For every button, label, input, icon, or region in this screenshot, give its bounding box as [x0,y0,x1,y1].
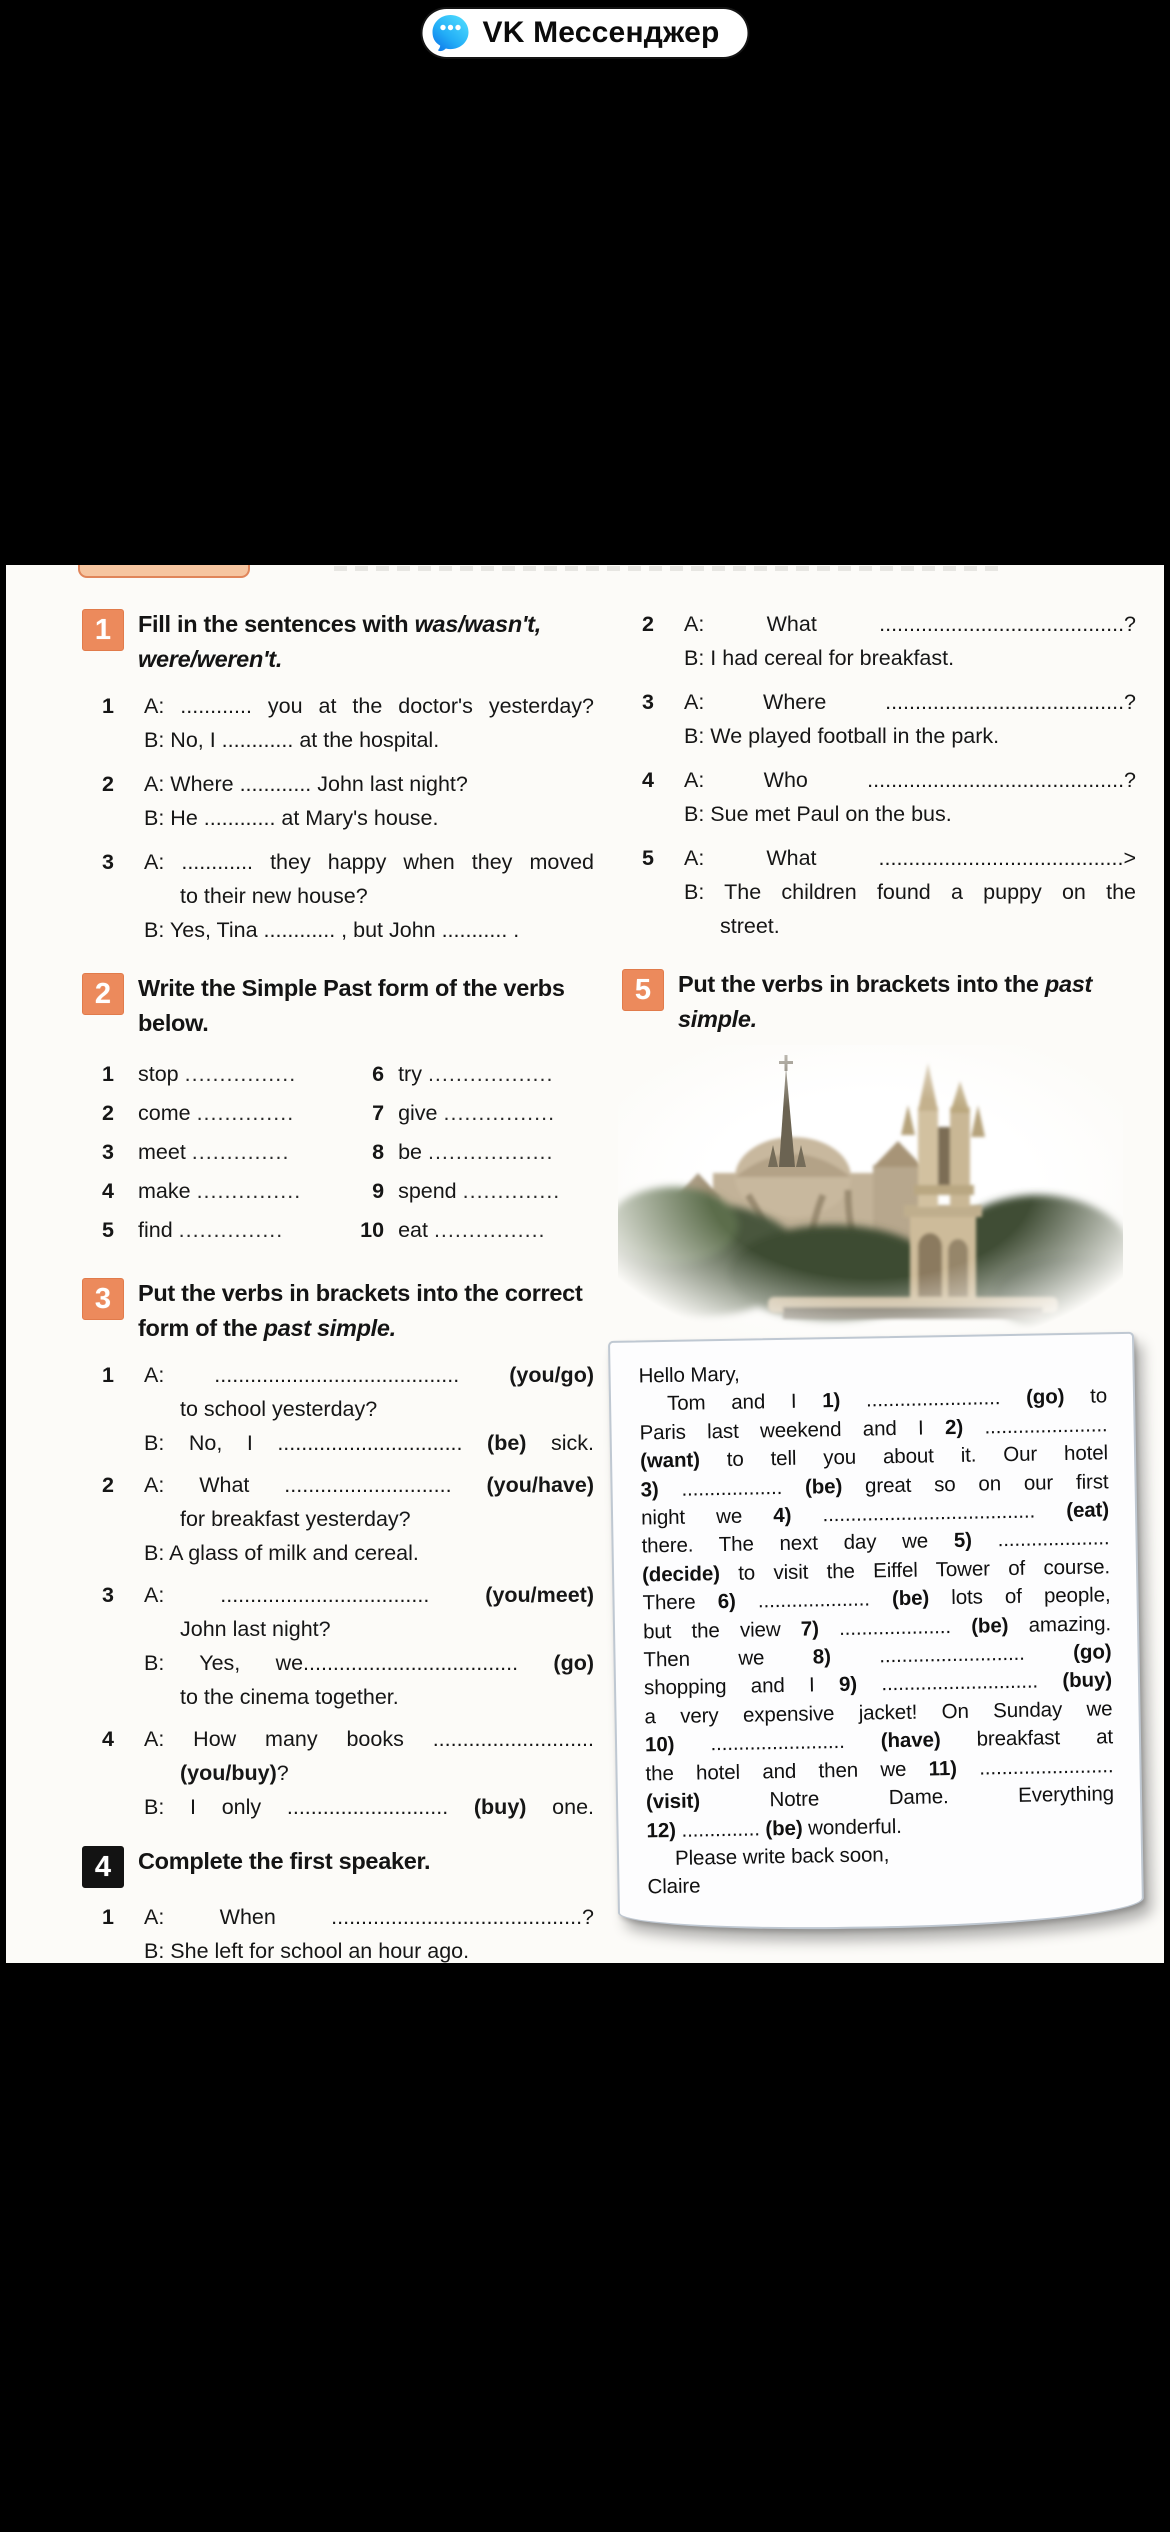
letter-line: Tom and I 1) ........................ (go) to [666,1384,1108,1416]
answer-blank: ................ [433,1218,546,1242]
verb: spend [398,1179,457,1203]
verb-row [350,1172,594,1211]
letter-line: 12) .............. (be) wonderful. [646,1814,902,1842]
verb-row [102,1055,342,1094]
dialog-line: B: He ............ at Mary's house. [144,806,439,830]
dialog-line: to their new house? [180,884,368,908]
letter-line: but the view 7) .................... (be) amazing. [642,1611,1112,1644]
module-tab-remnant [78,565,250,578]
dialog-line: A: What .........................................> [684,846,1136,870]
dialog-line: A: Where ........................................? [684,690,1136,714]
letter-line: night we 4) ...................................... (eat) [640,1498,1110,1530]
dialog-line: A: How many books ........................... [144,1727,594,1751]
app-name: VK Мессенджер [482,16,720,49]
verb: find [138,1218,173,1242]
answer-blank: ................ [443,1101,556,1125]
letter-line: Hello Mary, [638,1362,740,1388]
dialog-line: to school yesterday? [180,1397,378,1421]
letter-line: (visit) Notre Dame. Everything [645,1782,1115,1814]
item-number: 4 [102,1727,114,1751]
verb-number: 9 [372,1179,385,1203]
exercise-5-number-badge: 5 [622,969,664,1011]
exercise-2-header [82,971,594,1041]
item-number: 3 [642,690,654,714]
page-top-dotted-line [334,566,1006,571]
dialog-item [102,1578,594,1714]
answer-blank: .................. [427,1140,554,1164]
verb-number: 1 [102,1062,114,1086]
verb: give [398,1101,438,1125]
answer-blank: .............. [191,1140,290,1164]
dialog-line: A: What .........................................? [684,612,1136,636]
exercise-4-items-right [642,607,1136,943]
dialog-line: A: What ............................ (you/have) [144,1473,594,1497]
dialog-item [102,767,594,835]
letter-line: the hotel and then we 11) ........................ [645,1753,1114,1786]
exercise-1-header [82,607,594,677]
verb-row [350,1133,594,1172]
dialog-item [642,685,1136,753]
dialog-item [102,689,594,757]
verb-row [102,1133,342,1172]
verb-row [102,1094,342,1133]
exercise-4-header [82,1844,594,1888]
verb-number: 10 [360,1218,385,1242]
dialog-line: B: I only ........................... (buy) one. [144,1795,594,1819]
exercise-1-items [102,689,594,947]
dialog-line: for breakfast yesterday? [180,1507,411,1531]
item-number: 1 [102,1905,114,1929]
verb-row [102,1172,342,1211]
exercise-2-number-badge: 2 [82,973,124,1015]
exercise-1-title-italic: was/wasn't, were/weren't. [138,611,541,672]
dialog-item [102,1900,594,1963]
letter-line: (decide) to visit the Eiffel Tower of course. [641,1555,1111,1587]
answer-blank: ............... [178,1218,284,1242]
verb: meet [138,1140,186,1164]
workbook-page [6,565,1164,1963]
item-number: 1 [102,694,114,718]
exercise-5-title [678,967,1136,1037]
exercise-1-title [138,607,594,677]
dialog-line: B: A glass of milk and cereal. [144,1541,419,1565]
verb-row [350,1055,594,1094]
letter-line: Then we 8) .......................... (go) [643,1640,1112,1672]
exercise-3-items [102,1358,594,1824]
exercise-4-items-left [102,1900,594,1963]
verb-number: 6 [372,1062,385,1086]
dialog-line: street. [720,914,780,938]
exercise-3-title-plain: Put the verbs in brackets into the correct form of the [138,1280,583,1341]
exercise-1-title-plain: Fill in the sentences with [138,611,415,637]
letter-line: (want) to tell you about it. Our hotel [639,1441,1109,1473]
exercise-1-number-badge: 1 [82,609,124,651]
exercise-4-title: Complete the first speaker. [138,1848,431,1874]
dialog-line: B: No, I ............................... (be) sick. [144,1431,594,1455]
letter-line: a very expensive jacket! On Sunday we [644,1697,1113,1729]
letter-line: there. The next day we 5) .................... [641,1526,1110,1558]
letter-line: 10) ........................ (have) breakfast at [644,1725,1114,1757]
item-number: 5 [642,846,654,870]
dialog-line: to the cinema together. [180,1685,399,1709]
item-number: 2 [102,1473,114,1497]
answer-blank: ................ [184,1062,297,1086]
exercise-5-title-plain: Put the verbs in brackets into the [678,971,1045,997]
letter-paper [608,1332,1144,1933]
dialog-line: B: We played football in the park. [684,724,1000,748]
dialog-item [102,845,594,947]
notre-dame-photo [618,1045,1123,1351]
dialog-line: John last night? [180,1617,331,1641]
item-number: 4 [642,768,654,792]
verb: try [398,1062,422,1086]
verb-number: 2 [102,1101,114,1125]
exercise-2-verb-grid [102,1055,594,1250]
vk-messenger-icon [432,14,470,52]
exercise-5-header [622,967,1136,1037]
verb-number: 3 [102,1140,114,1164]
column-left [62,607,594,1963]
item-number: 2 [102,772,114,796]
exercise-3-header [82,1276,594,1346]
verb: make [138,1179,191,1203]
dialog-line: A: Where ............ John last night? [144,772,468,796]
dialog-line: A: Who ...........................................? [684,768,1136,792]
verb: stop [138,1062,179,1086]
exercise-4-number-badge: 4 [82,1846,124,1888]
dialog-line: A: When ..........................................? [144,1905,594,1929]
exercise-3-title [138,1276,594,1346]
dialog-line: B: Yes, we.................................... (go) [144,1651,594,1675]
dialog-line: A: ............ they happy when they moved [144,850,594,874]
dialog-line: B: I had cereal for breakfast. [684,646,955,670]
app-title-pill[interactable] [423,9,748,57]
cathedral-illustration [618,1045,1123,1351]
letter-line: shopping and I 9) ............................ (buy) [643,1668,1113,1700]
dialog-line: (you/buy)? [180,1761,289,1785]
verb: be [398,1140,422,1164]
verb-number: 7 [372,1101,385,1125]
dialog-item [642,763,1136,831]
answer-blank: .............. [196,1101,295,1125]
exercise-3-number-badge: 3 [82,1278,124,1320]
dialog-line: A: ............ you at the doctor's yesterday? [144,694,594,718]
answer-blank: .................. [427,1062,554,1086]
verb-number: 8 [372,1140,385,1164]
verb-row [350,1094,594,1133]
item-number: 2 [642,612,654,636]
column-right [602,607,1136,1933]
verb-number: 4 [102,1179,114,1203]
answer-blank: ............... [196,1179,302,1203]
dialog-item [102,1468,594,1570]
dialog-item [642,607,1136,675]
exercise-3-title-italic: past simple. [263,1315,396,1341]
dialog-line: A: ......................................... (you/go) [144,1363,594,1387]
dialog-line: A: ................................... (you/meet) [144,1583,594,1607]
dialog-line: B: She left for school an hour ago. [144,1939,470,1963]
verb-number: 5 [102,1218,114,1242]
letter-line: Please write back soon, [674,1843,890,1870]
item-number: 3 [102,850,114,874]
dialog-line: B: Yes, Tina ............ , but John ........... . [144,918,520,942]
dialog-item [642,841,1136,943]
dialog-item [102,1358,594,1460]
letter-line: Paris last weekend and I 2) ...................... [639,1413,1108,1445]
dialog-line: B: Sue met Paul on the bus. [684,802,952,826]
exercise-5-title-italic: past simple. [678,971,1093,1032]
exercise-2-title: Write the Simple Past form of the verbs below. [138,975,565,1036]
verb: come [138,1101,191,1125]
dialog-item [102,1722,594,1824]
letter-line: There 6) .................... (be) lots of people, [642,1583,1111,1615]
verb-row [350,1211,594,1250]
dialog-line: B: The children found a puppy on the [684,880,1136,904]
verb-row [102,1211,342,1250]
item-number: 3 [102,1583,114,1607]
answer-blank: .............. [462,1179,561,1203]
dialog-line: B: No, I ............ at the hospital. [144,728,440,752]
letter-line: Claire [647,1874,701,1899]
item-number: 1 [102,1363,114,1387]
letter-line: 3) .................. (be) great so on our first [640,1469,1109,1502]
verb: eat [398,1218,428,1242]
